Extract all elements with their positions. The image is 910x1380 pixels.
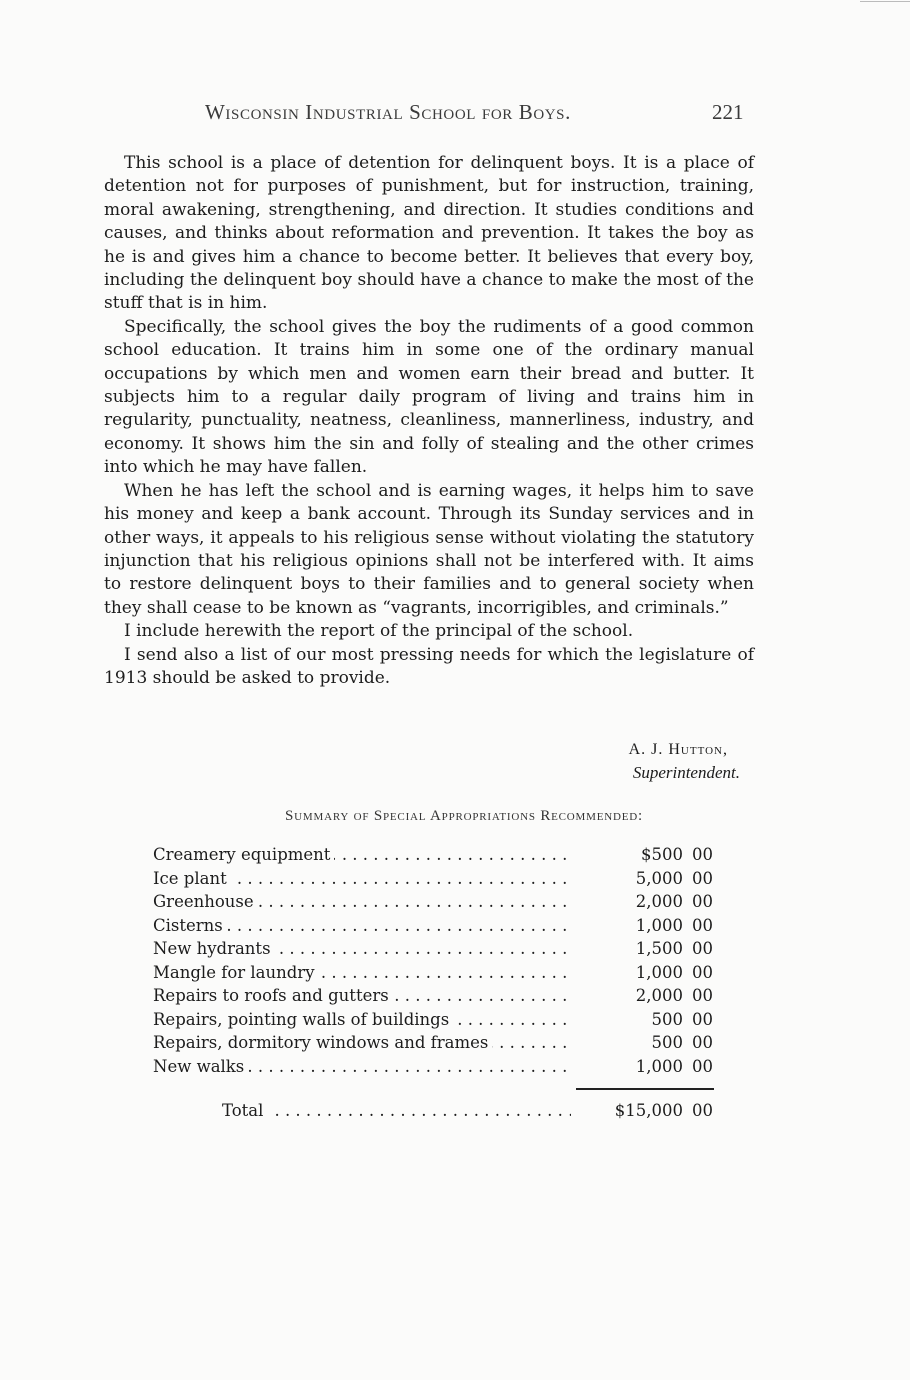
summary-heading: Summary of Special Appropriations Recommended: bbox=[285, 808, 643, 824]
item-label: Cisterns bbox=[153, 916, 227, 935]
signature-name: A. J. Hutton, bbox=[628, 741, 728, 758]
item-cents: 00 bbox=[692, 1009, 713, 1029]
table-row bbox=[153, 1008, 723, 1032]
signature-title: Superintendent. bbox=[632, 763, 740, 782]
table-row bbox=[153, 937, 723, 961]
item-cents: 00 bbox=[692, 892, 713, 911]
page-number: 221 bbox=[712, 100, 744, 124]
item-cents: 00 bbox=[692, 1056, 713, 1076]
item-dollars: 500 bbox=[651, 1009, 683, 1029]
running-header bbox=[0, 100, 910, 130]
item-label: New hydrants bbox=[153, 939, 275, 958]
item-dollars: 2,000 bbox=[635, 986, 683, 1005]
item-cents: 00 bbox=[692, 845, 713, 864]
item-label: Repairs, pointing walls of buildings bbox=[153, 1010, 453, 1029]
item-dollars: 1,000 bbox=[635, 915, 683, 935]
total-row bbox=[222, 1099, 723, 1123]
item-cents: 00 bbox=[692, 868, 713, 888]
item-dollars: 5,000 bbox=[635, 868, 683, 888]
total-cents: 00 bbox=[692, 1101, 713, 1120]
signature-block bbox=[0, 738, 740, 784]
item-dollars: 1,000 bbox=[635, 1056, 683, 1076]
item-label: Ice plant bbox=[153, 869, 231, 888]
table-row bbox=[153, 1031, 723, 1055]
item-label: Greenhouse bbox=[153, 892, 258, 911]
item-cents: 00 bbox=[692, 1033, 713, 1052]
item-label: New walks bbox=[153, 1057, 248, 1076]
item-cents: 00 bbox=[692, 939, 713, 958]
body-text bbox=[104, 152, 754, 690]
item-label: Creamery equipment bbox=[153, 845, 334, 864]
item-label: Mangle for laundry bbox=[153, 963, 319, 982]
paragraph-report: I include herewith the report of the principal of the school. bbox=[124, 621, 634, 642]
table-row bbox=[153, 1055, 723, 1079]
table-row bbox=[153, 914, 723, 938]
item-dollars: 2,000 bbox=[635, 892, 683, 911]
table-row bbox=[153, 843, 723, 867]
table-row bbox=[153, 961, 723, 985]
item-cents: 00 bbox=[692, 986, 713, 1005]
page-edge-line bbox=[860, 1, 910, 2]
item-dollars: 500 bbox=[651, 1033, 683, 1052]
item-cents: 00 bbox=[692, 915, 713, 935]
item-cents: 00 bbox=[692, 962, 713, 982]
table-row bbox=[153, 890, 723, 914]
item-label: Repairs to roofs and gutters bbox=[153, 986, 393, 1005]
item-dollars: 1,000 bbox=[635, 962, 683, 982]
item-label: Repairs, dormitory windows and frames bbox=[153, 1033, 492, 1052]
table-row bbox=[153, 867, 723, 891]
paragraph-purpose: This school is a place of detention for delinquent boys. It is a place of detention not for purposes of punishment, but for instruction, training, moral awakening, strengthening, and direction. It studies conditions and causes, and thinks about reformation and prevention. It takes the boy as he is and gives him a chance to become better. It believes that every boy, including the delinquent boy should have a chance to make the most of the stuff that is in him. bbox=[104, 153, 754, 314]
table-row bbox=[153, 984, 723, 1008]
paragraph-education: Specifically, the school gives the boy the rudiments of a good common school education. It trains him in some one of the ordinary manual occupations by which men and women earn their bread and butter. It subjects him to a regular daily program of living and trains him in regularity, punctuality, neatness, cleanliness, mannerliness, industry, and economy. It shows him the sin and folly of stealing and the other crimes into which he may have fallen. bbox=[104, 316, 754, 478]
total-dollars: $15,000 bbox=[614, 1101, 683, 1120]
total-rule bbox=[576, 1088, 714, 1090]
appropriations-table bbox=[153, 843, 723, 1078]
item-dollars: $500 bbox=[641, 845, 683, 864]
running-title: Wisconsin Industrial School for Boys. bbox=[205, 100, 571, 124]
total-label: Total bbox=[222, 1101, 269, 1120]
paragraph-aftercare: When he has left the school and is earning wages, it helps him to save his money and keep a bank account. Through its Sunday services and in other ways, it appeals to his religious sense without violating the statutory injunction that his religious opinions shall not be interfered with. It aims to restore delinquent boys to their families and to general society when they shall cease to be known as “vagrants, incorrigibles, and criminals.” bbox=[104, 480, 754, 618]
paragraph-needs: I send also a list of our most pressing needs for which the legislature of 1913 should be asked to provide. bbox=[104, 644, 754, 688]
item-dollars: 1,500 bbox=[635, 939, 683, 958]
